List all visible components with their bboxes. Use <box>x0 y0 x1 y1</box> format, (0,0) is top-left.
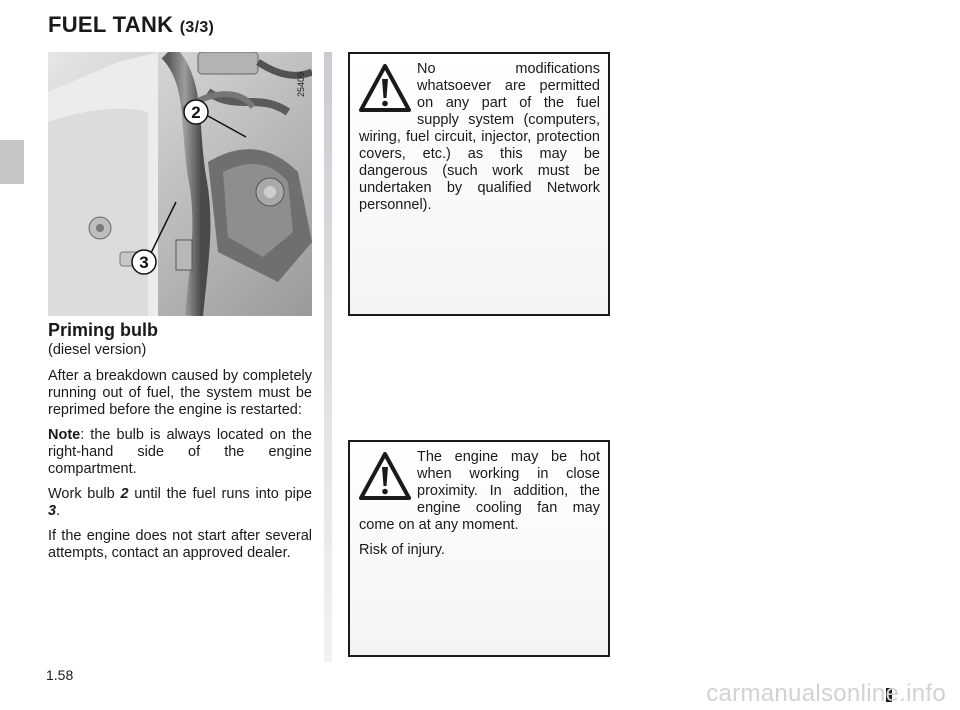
engine-bay-figure <box>48 52 312 316</box>
paragraph-repriming: After a breakdown caused by completely running out of fuel, the system must be reprimed before the engine is restarted: <box>48 368 312 418</box>
section-heading: Priming bulb <box>48 320 158 340</box>
warning-triangle-icon <box>359 451 411 501</box>
column-divider <box>324 52 332 662</box>
chapter-tab <box>0 140 24 184</box>
callout-bulb: 2 <box>191 103 201 122</box>
work-text-middle: until the fuel runs into pipe <box>128 486 312 502</box>
ref-bulb: 2 <box>120 486 129 502</box>
body-column <box>48 342 312 570</box>
page-title <box>48 12 214 38</box>
warning-text-risk: Risk of injury. <box>359 542 445 558</box>
warning-triangle-icon <box>359 63 411 113</box>
warning-text-modifications: No modifications whatsoever are permitted on any part of the fuel supply system (computers, wiring, fuel circuit, injector, protection covers, etc.) as this may be dangerous (such work must be undertaken by qualified Network personnel). <box>359 61 600 213</box>
note-label: Note <box>48 427 81 443</box>
paragraph-note <box>48 427 312 478</box>
work-text-end: . <box>56 503 61 519</box>
ref-pipe: 3 <box>48 503 57 519</box>
paragraph-dealer: If the engine does not start after several attempts, contact an approved dealer. <box>48 528 312 561</box>
page-title-text: FUEL TANK <box>48 12 174 37</box>
warning-box-modifications <box>348 52 610 316</box>
watermark: carmanualsonline.info <box>706 680 946 707</box>
paragraph-work-bulb <box>48 486 312 520</box>
figure-reference-code: 25409 <box>296 72 306 98</box>
callout-pipe: 3 <box>139 253 149 272</box>
note-text: : the bulb is always located on the right-hand side of the engine compartment. <box>48 427 312 477</box>
page-title-suffix: (3/3) <box>179 19 215 36</box>
warning-box-hot-engine <box>348 440 610 657</box>
page-number: 1.58 <box>46 667 74 683</box>
warning-text-hot-engine: The engine may be hot when working in close proximity. In addition, the engine cooling fan may come on at any moment. <box>359 449 600 533</box>
variant-note: (diesel version) <box>48 342 147 358</box>
engine-bay-illustration <box>48 52 312 316</box>
work-text-start: Work bulb <box>48 486 121 502</box>
